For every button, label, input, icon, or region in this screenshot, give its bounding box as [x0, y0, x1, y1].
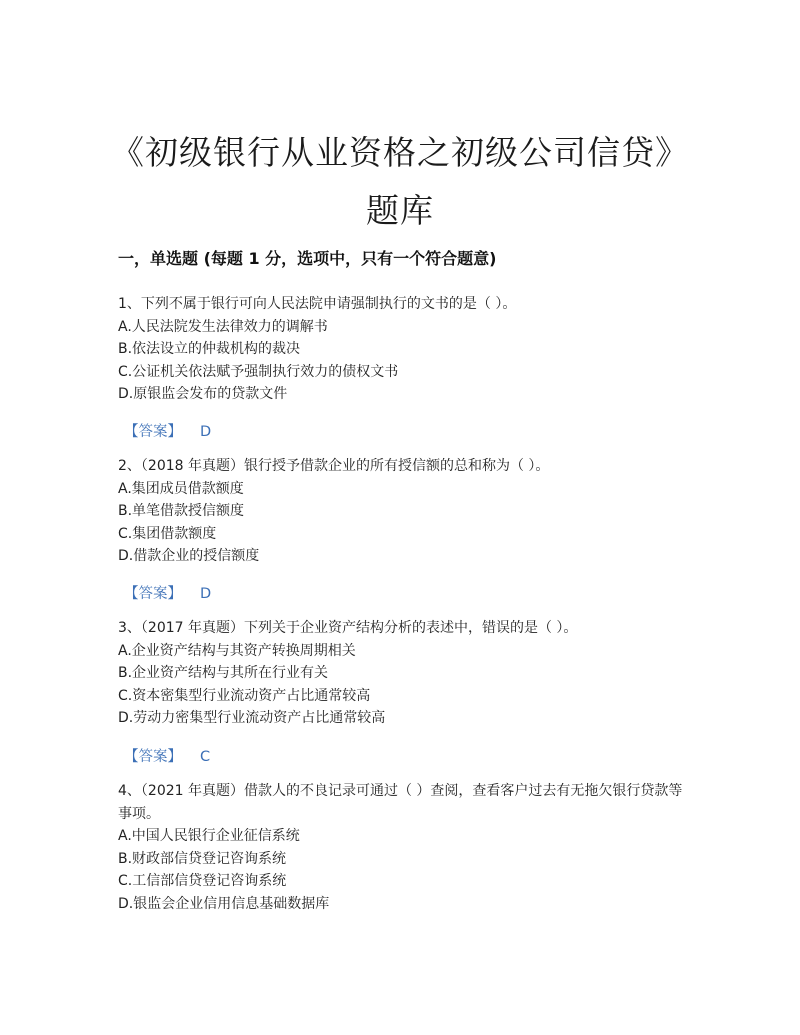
option-d: D.银监会企业信用信息基础数据库	[118, 895, 330, 912]
option-c: C.集团借款额度	[118, 525, 217, 542]
option-a: A.集团成员借款额度	[118, 480, 244, 497]
document-title: 《初级银行从业资格之初级公司信贷》题库	[111, 133, 689, 231]
option-a: A.人民法院发生法律效力的调解书	[118, 318, 328, 335]
option-b: B.企业资产结构与其所在行业有关	[118, 665, 329, 681]
option-d: D.原银监会发布的贷款文件	[118, 386, 288, 402]
option-d: D.劳动力密集型行业流动资产占比通常较高	[118, 710, 386, 726]
answer-label: 【答案】	[124, 586, 182, 602]
option-c: C.资本密集型行业流动资产占比通常较高	[118, 687, 371, 704]
answer-value: D	[200, 586, 212, 602]
option-c: C.工信部信贷登记咨询系统	[118, 873, 287, 889]
answer-value: D	[200, 424, 212, 440]
question-stem: 3、（2017 年真题）下列关于企业资产结构分析的表述中，错误的是（ ）。	[118, 620, 578, 636]
question-stem: 1、下列不属于银行可向人民法院申请强制执行的文书的是（ ）。	[118, 296, 517, 312]
option-a: A.企业资产结构与其资产转换周期相关	[118, 642, 356, 659]
option-b: B.财政部信贷登记咨询系统	[118, 850, 287, 867]
answer-3	[124, 745, 210, 766]
question-1	[118, 293, 693, 406]
section-heading: 一，单选题 (每题 1 分，选项中，只有一个符合题意)	[118, 249, 497, 268]
option-c: C.公证机关依法赋予强制执行效力的债权文书	[118, 363, 399, 380]
question-stem: 4、（2021 年真题）借款人的不良记录可通过（ ）查阅，查看客户过去有无拖欠银行贷款等事项。	[118, 783, 683, 822]
answer-2	[124, 582, 211, 603]
question-stem: 2、（2018 年真题）银行授予借款企业的所有授信额的总和称为（ ）。	[118, 458, 550, 474]
question-4	[118, 780, 693, 915]
answer-value: C	[200, 749, 211, 765]
question-3	[118, 617, 693, 730]
option-b: B.依法设立的仲裁机构的裁决	[118, 341, 301, 357]
option-d: D.借款企业的授信额度	[118, 548, 260, 564]
option-b: B.单笔借款授信额度	[118, 503, 245, 519]
answer-label: 【答案】	[124, 424, 182, 440]
answer-label: 【答案】	[124, 749, 182, 765]
option-a: A.中国人民银行企业征信系统	[118, 828, 300, 844]
answer-1	[124, 420, 211, 441]
question-2	[118, 455, 693, 568]
